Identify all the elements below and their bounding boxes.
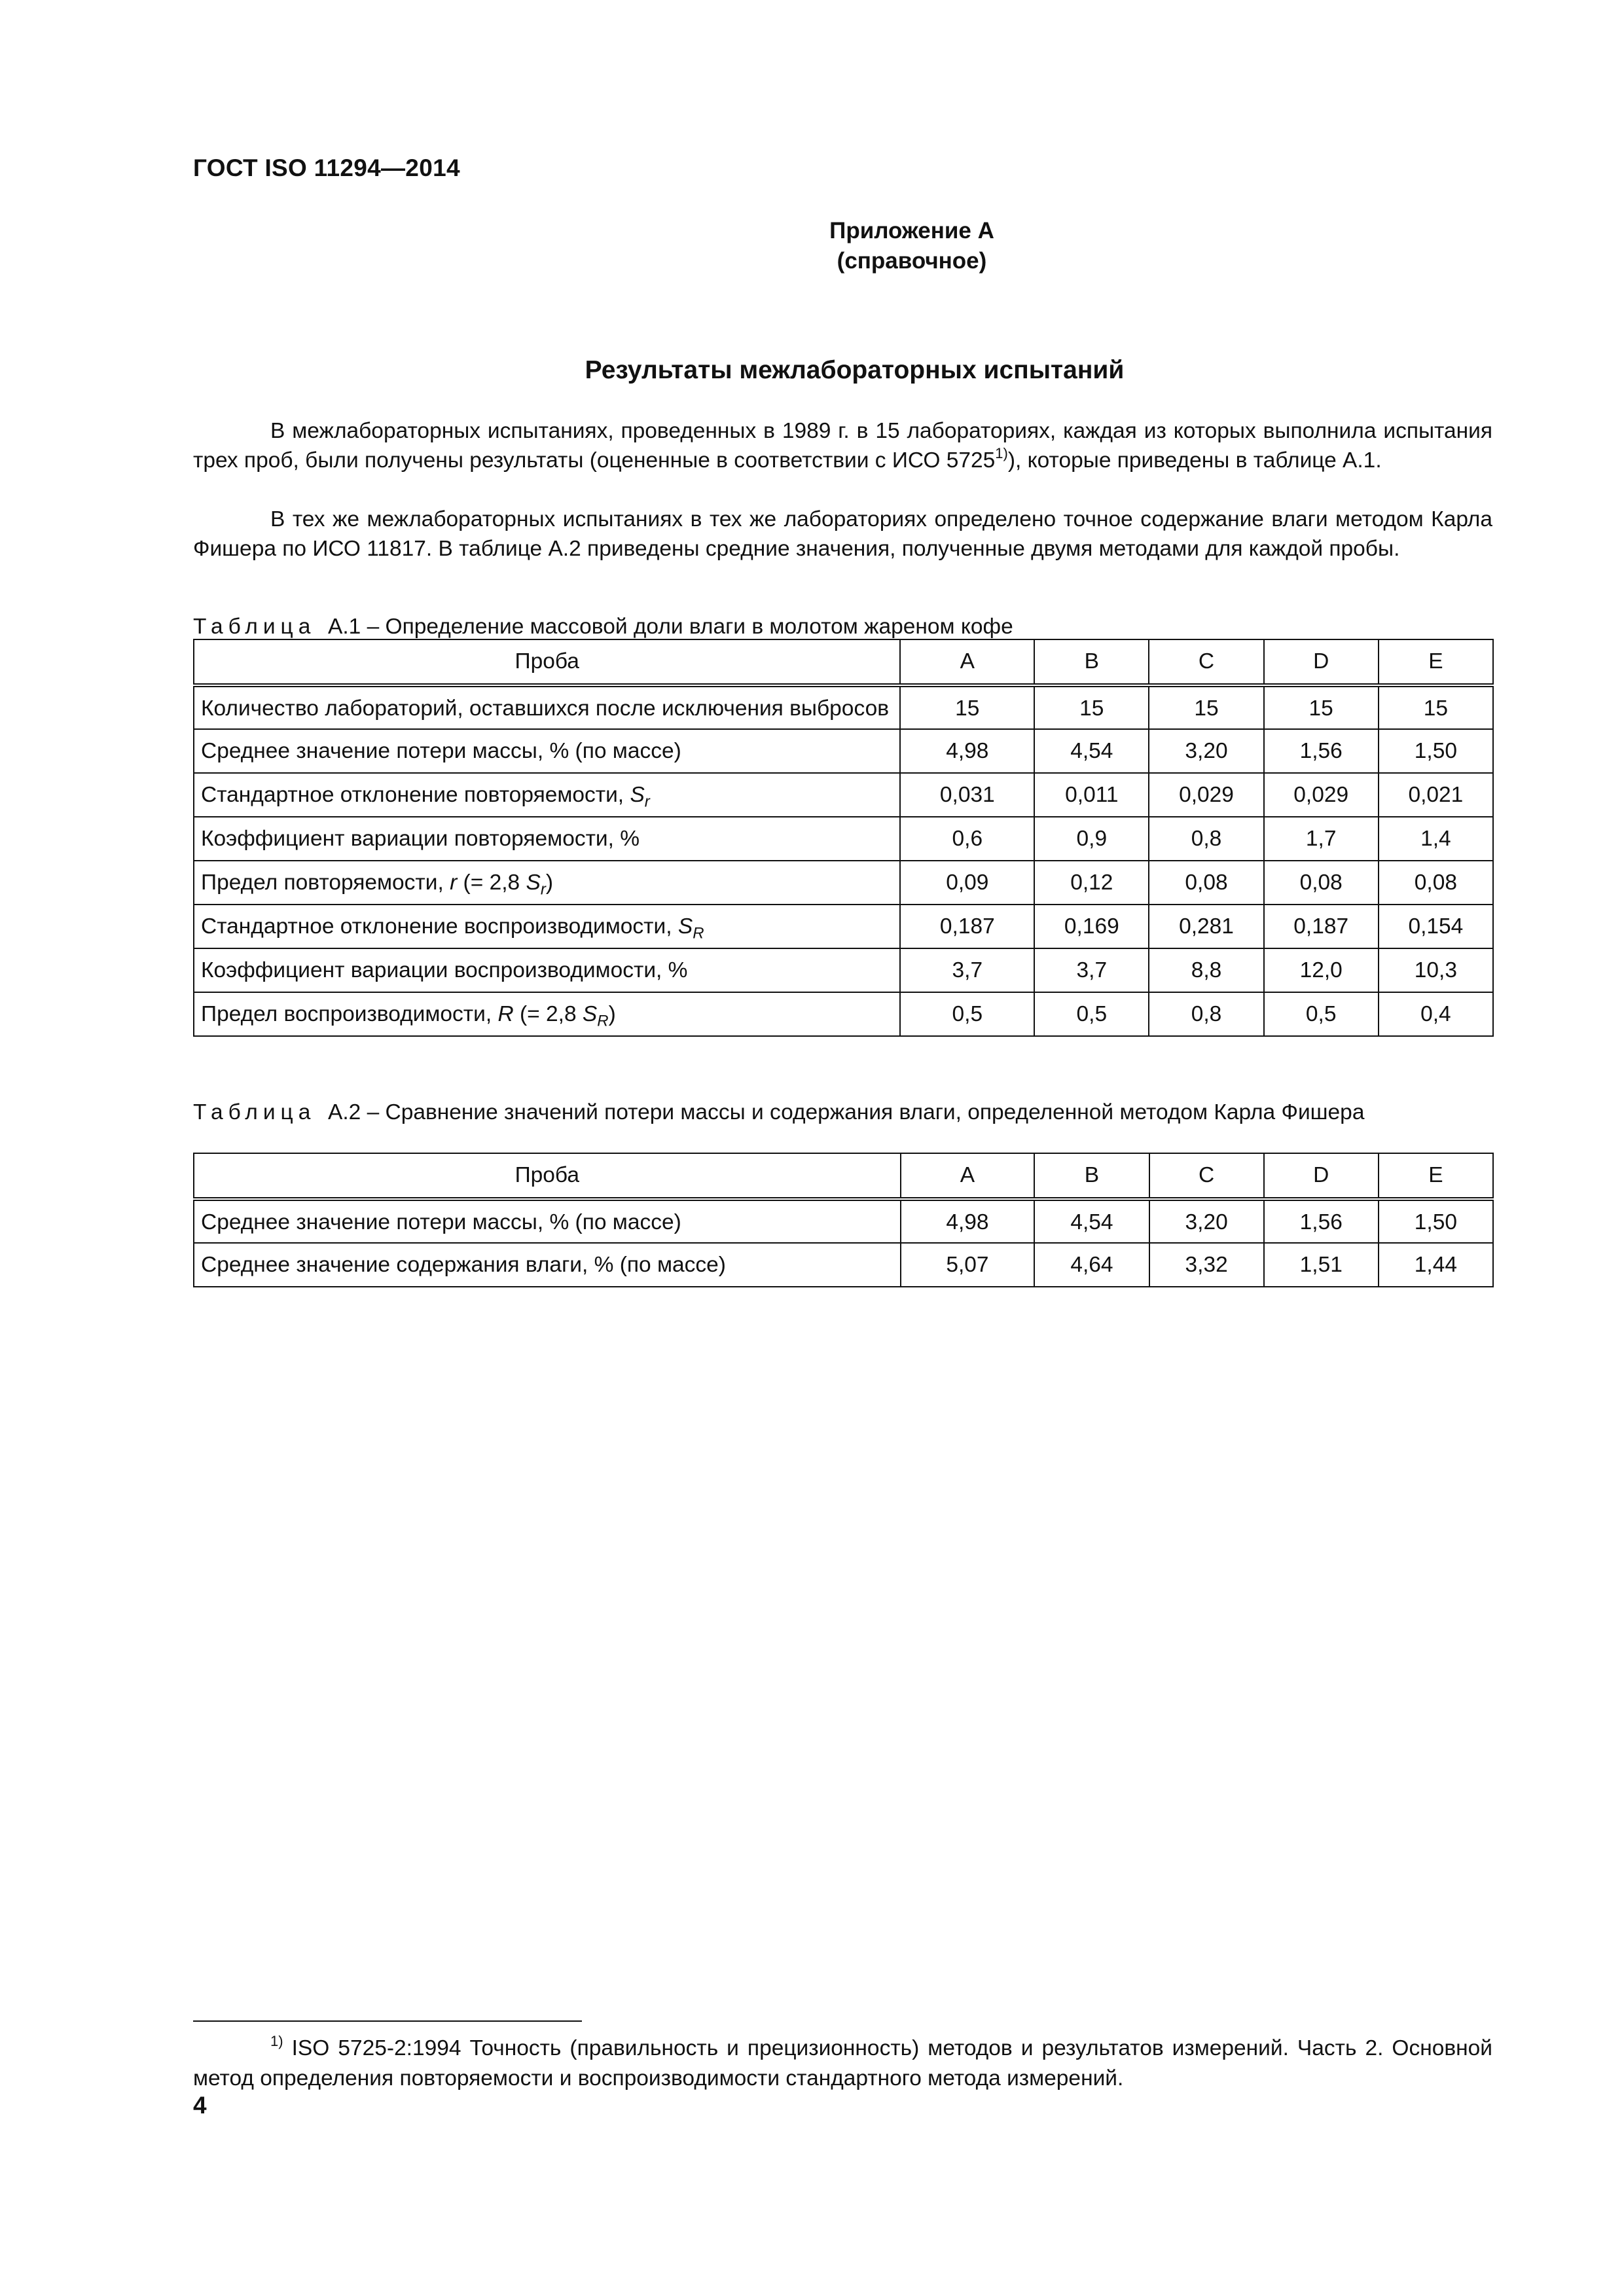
table-1 bbox=[193, 639, 1494, 1037]
table-cell: 0,5 bbox=[1264, 992, 1379, 1036]
table-cell: 4,54 bbox=[1034, 1199, 1149, 1243]
row-label-subscript-2: r bbox=[540, 880, 546, 899]
row-label-text: Стандартное отклонение повторяемости, bbox=[201, 783, 630, 807]
table-cell: 4,98 bbox=[901, 1199, 1035, 1243]
table-cell: 0,154 bbox=[1379, 905, 1493, 948]
paragraph-1 bbox=[193, 416, 1492, 475]
row-label-text: Среднее значение потери массы, % (по массе) bbox=[201, 1210, 681, 1234]
row-label-text-end: ) bbox=[545, 870, 553, 895]
table-cell: 0,187 bbox=[900, 905, 1034, 948]
table-2-caption-word: Таблица bbox=[193, 1100, 316, 1124]
table-2-caption-text: А.2 – Сравнение значений потери массы и содержания влаги, определенной методом Карла Фишера bbox=[327, 1100, 1365, 1124]
annex-type: (справочное) bbox=[837, 248, 987, 274]
section-title bbox=[0, 356, 1624, 385]
table-header-row bbox=[194, 1153, 1493, 1199]
row-label bbox=[194, 729, 900, 773]
row-label bbox=[194, 1199, 901, 1243]
footnote-ref: 1) bbox=[995, 444, 1008, 461]
table-row bbox=[194, 729, 1493, 773]
table-cell: 0,031 bbox=[900, 773, 1034, 817]
table-cell: 0,169 bbox=[1034, 905, 1149, 948]
annex-heading bbox=[0, 216, 1624, 276]
table-cell: 1,7 bbox=[1264, 817, 1379, 861]
column-header-5: Е bbox=[1379, 639, 1493, 685]
column-header-3: С bbox=[1149, 1153, 1264, 1199]
table-row bbox=[194, 905, 1493, 948]
table-row bbox=[194, 1199, 1493, 1243]
table-header-row bbox=[194, 639, 1493, 685]
table-cell: 0,011 bbox=[1034, 773, 1149, 817]
table-cell: 3,7 bbox=[900, 948, 1034, 992]
row-label-symbol: S bbox=[630, 783, 645, 807]
table-cell: 0,029 bbox=[1149, 773, 1263, 817]
row-label-text-end: ) bbox=[608, 1002, 616, 1026]
table-cell: 15 bbox=[1264, 685, 1379, 729]
column-header-2: В bbox=[1034, 1153, 1149, 1199]
table-row bbox=[194, 773, 1493, 817]
column-header-4: D bbox=[1264, 1153, 1379, 1199]
table-cell: 0,5 bbox=[900, 992, 1034, 1036]
row-label-text: Предел воспроизводимости, bbox=[201, 1002, 498, 1026]
table-row bbox=[194, 1243, 1493, 1287]
row-label-text-mid: (= 2,8 bbox=[513, 1002, 583, 1026]
row-label-text: Коэффициент вариации воспроизводимости, % bbox=[201, 958, 688, 982]
table-cell: 0,187 bbox=[1264, 905, 1379, 948]
table-cell: 3,32 bbox=[1149, 1243, 1264, 1287]
page-number: 4 bbox=[193, 2092, 207, 2119]
table-cell: 1,56 bbox=[1264, 729, 1379, 773]
table-cell: 5,07 bbox=[901, 1243, 1035, 1287]
footnote-divider bbox=[193, 2020, 582, 2022]
table-2-caption bbox=[193, 1098, 1492, 1127]
table-cell: 15 bbox=[1379, 685, 1493, 729]
row-label bbox=[194, 817, 900, 861]
table-cell: 0,8 bbox=[1149, 992, 1263, 1036]
table-row bbox=[194, 992, 1493, 1036]
table-cell: 1,4 bbox=[1379, 817, 1493, 861]
row-label-subscript: r bbox=[644, 793, 650, 811]
column-header-sample: Проба bbox=[194, 639, 900, 685]
table-cell: 15 bbox=[1149, 685, 1263, 729]
table-cell: 12,0 bbox=[1264, 948, 1379, 992]
table-cell: 10,3 bbox=[1379, 948, 1493, 992]
row-label bbox=[194, 685, 900, 729]
row-label-symbol: r bbox=[450, 870, 458, 895]
table-2 bbox=[193, 1153, 1494, 1287]
column-header-2: В bbox=[1034, 639, 1149, 685]
table-cell: 1,56 bbox=[1264, 1199, 1379, 1243]
row-label-text: Стандартное отклонение воспроизводимости, bbox=[201, 914, 678, 939]
table-row bbox=[194, 948, 1493, 992]
column-header-3: С bbox=[1149, 639, 1263, 685]
table-1-caption-word: Таблица bbox=[193, 615, 316, 639]
row-label-text: Среднее значение содержания влаги, % (по массе) bbox=[201, 1253, 726, 1277]
table-row bbox=[194, 817, 1493, 861]
row-label bbox=[194, 861, 900, 905]
row-label bbox=[194, 905, 900, 948]
row-label-symbol: S bbox=[677, 914, 693, 939]
table-cell: 0,6 bbox=[900, 817, 1034, 861]
table-cell: 0,029 bbox=[1264, 773, 1379, 817]
column-header-1: А bbox=[900, 639, 1034, 685]
row-label bbox=[194, 992, 900, 1036]
paragraph-1-text-end: ), которые приведены в таблице А.1. bbox=[1007, 448, 1382, 473]
table-cell: 15 bbox=[1034, 685, 1149, 729]
annex-title: Приложение А bbox=[829, 218, 994, 243]
row-label-symbol-2: S bbox=[526, 870, 541, 895]
table-cell: 0,08 bbox=[1149, 861, 1263, 905]
paragraph-2-text: В тех же межлабораторных испытаниях в тех же лабораториях определено точное содержание влаги методом Карла Фишера по ИСО 11817. В таблице А.2 приведены средние значения, полученные двумя методами для каждой пробы. bbox=[193, 507, 1492, 561]
paragraph-2 bbox=[193, 505, 1492, 564]
row-label bbox=[194, 948, 900, 992]
table-cell: 4,54 bbox=[1034, 729, 1149, 773]
column-header-5: Е bbox=[1379, 1153, 1493, 1199]
table-row bbox=[194, 685, 1493, 729]
row-label-text: Среднее значение потери массы, % (по массе) bbox=[201, 739, 681, 763]
row-label-text: Коэффициент вариации повторяемости, % bbox=[201, 827, 640, 851]
section-title-text: Результаты межлабораторных испытаний bbox=[585, 356, 1125, 384]
table-1-caption bbox=[193, 612, 1492, 641]
table-cell: 0,12 bbox=[1034, 861, 1149, 905]
row-label-subscript-2: R bbox=[597, 1012, 609, 1030]
table-cell: 0,8 bbox=[1149, 817, 1263, 861]
table-1-caption-text: А.1 – Определение массовой доли влаги в молотом жареном кофе bbox=[327, 615, 1013, 639]
row-label-symbol-2: S bbox=[582, 1002, 598, 1026]
column-header-sample: Проба bbox=[194, 1153, 901, 1199]
table-cell: 3,20 bbox=[1149, 729, 1263, 773]
row-label-text-mid: (= 2,8 bbox=[457, 870, 526, 895]
table-cell: 15 bbox=[900, 685, 1034, 729]
table-body bbox=[194, 1199, 1493, 1287]
row-label-text: Предел повторяемости, bbox=[201, 870, 450, 895]
row-label-symbol: R bbox=[497, 1002, 514, 1026]
row-label bbox=[194, 1243, 901, 1287]
row-label-text: Количество лабораторий, оставшихся после исключения выбросов bbox=[201, 696, 889, 721]
document-header: ГОСТ ISO 11294—2014 bbox=[193, 154, 460, 181]
table-cell: 4,64 bbox=[1034, 1243, 1149, 1287]
footnote-marker: 1) bbox=[270, 2032, 283, 2049]
table-cell: 3,7 bbox=[1034, 948, 1149, 992]
table-cell: 0,08 bbox=[1264, 861, 1379, 905]
table-cell: 0,9 bbox=[1034, 817, 1149, 861]
table-cell: 0,09 bbox=[900, 861, 1034, 905]
row-label-subscript: R bbox=[693, 924, 704, 942]
footnote-text: ISO 5725-2:1994 Точность (правильность и прецизионность) методов и результатов измерений. Часть 2. Основной метод определения повторяемости и воспроизводимости стандартного метода измерений. bbox=[193, 2036, 1492, 2090]
table-cell: 1,50 bbox=[1379, 1199, 1493, 1243]
table-cell: 0,5 bbox=[1034, 992, 1149, 1036]
table-cell: 1,50 bbox=[1379, 729, 1493, 773]
table-cell: 3,20 bbox=[1149, 1199, 1264, 1243]
table-body bbox=[194, 685, 1493, 1036]
column-header-1: А bbox=[901, 1153, 1035, 1199]
paragraph-1-text: В межлабораторных испытаниях, проведенных в 1989 г. в 15 лабораториях, каждая из которых выполнила испытания трех проб, были получены результаты (оцененные в соответствии с ИСО 5725 bbox=[193, 419, 1492, 473]
table-cell: 0,021 bbox=[1379, 773, 1493, 817]
table-cell: 1,51 bbox=[1264, 1243, 1379, 1287]
table-cell: 0,281 bbox=[1149, 905, 1263, 948]
table-cell: 4,98 bbox=[900, 729, 1034, 773]
column-header-4: D bbox=[1264, 639, 1379, 685]
table-cell: 0,08 bbox=[1379, 861, 1493, 905]
footnote bbox=[193, 2034, 1492, 2094]
row-label bbox=[194, 773, 900, 817]
table-cell: 1,44 bbox=[1379, 1243, 1493, 1287]
table-cell: 0,4 bbox=[1379, 992, 1493, 1036]
table-cell: 8,8 bbox=[1149, 948, 1263, 992]
table-row bbox=[194, 861, 1493, 905]
